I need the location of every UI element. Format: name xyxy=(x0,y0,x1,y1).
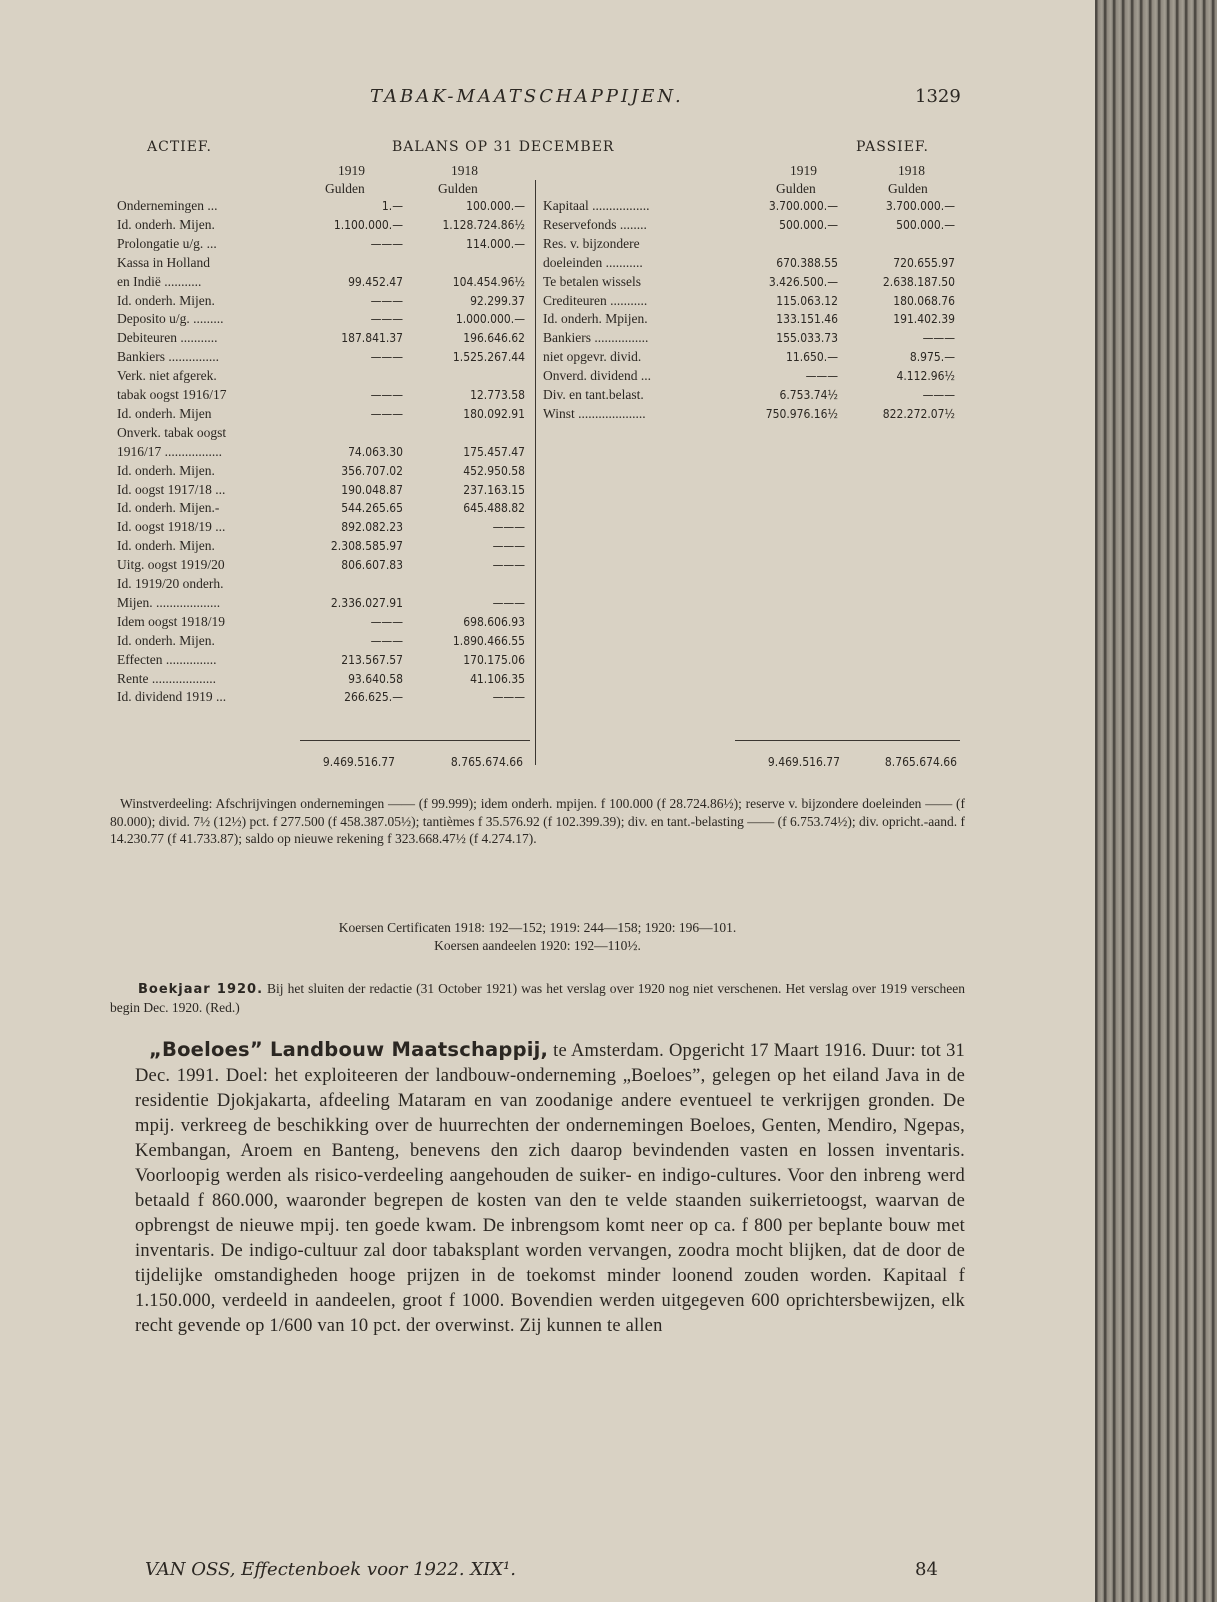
passief-value-1919: 6.753.74½ xyxy=(779,388,838,402)
passief-value-1918: 500.000.— xyxy=(896,217,955,232)
actief-value-1918: 452.950.58 xyxy=(463,463,525,478)
actief-label: Id. onderh. Mijen. xyxy=(117,292,215,308)
actief-label: Uitg. oogst 1919/20 xyxy=(117,557,225,573)
total-right-1918: 8.765.674.66 xyxy=(884,755,957,769)
actief-label: Verk. niet afgerek. xyxy=(117,368,217,384)
actief-value-1918: 100.000.— xyxy=(466,199,525,213)
passief-label: Crediteuren ........... xyxy=(543,292,648,308)
actief-value-1919: 544.265.65 xyxy=(341,501,403,516)
actief-value-1919: 99.452.47 xyxy=(348,274,403,289)
balance-heading: BALANS OP 31 DECEMBER xyxy=(392,139,615,155)
actief-label: Id. onderh. Mijen. xyxy=(117,216,215,232)
actief-value-1919: 213.567.57 xyxy=(341,652,403,667)
passief-heading: PASSIEF. xyxy=(856,139,929,155)
actief-label: Id. 1919/20 onderh. xyxy=(117,576,224,591)
actief-value-1919: 1.100.000.— xyxy=(333,217,403,232)
actief-label: Deposito u/g. ......... xyxy=(117,311,224,327)
unit-1919-right: Gulden xyxy=(776,181,816,196)
passief-label: Onverd. dividend ... xyxy=(543,368,651,384)
company-paragraph xyxy=(135,1037,965,1339)
actief-label: Rente ................... xyxy=(117,670,216,686)
passief-label: Kapitaal ................. xyxy=(543,198,650,213)
actief-value-1918: 41.106.35 xyxy=(470,671,525,686)
actief-label: Ondernemingen ... xyxy=(117,198,218,213)
actief-value-1919: ——— xyxy=(370,406,403,421)
year-1919-left: 1919 xyxy=(338,163,365,178)
passief-value-1918: ——— xyxy=(922,331,955,346)
actief-value-1919: ——— xyxy=(370,350,403,365)
year-1919-right: 1919 xyxy=(790,163,817,178)
actief-value-1919: ——— xyxy=(370,312,403,327)
actief-value-1918: 645.488.82 xyxy=(463,501,525,516)
actief-value-1918: 180.092.91 xyxy=(463,406,525,421)
actief-value-1919: 266.625.— xyxy=(344,690,403,705)
actief-value-1918: 196.646.62 xyxy=(463,331,525,346)
total-rule-right xyxy=(735,740,960,741)
page-number: 1329 xyxy=(915,86,961,107)
passief-label: niet opgevr. divid. xyxy=(543,349,642,365)
actief-value-1919: ——— xyxy=(370,614,403,629)
unit-1918-left: Gulden xyxy=(438,181,478,196)
unit-1919-left: Gulden xyxy=(325,181,365,196)
actief-value-1919: 356.707.02 xyxy=(341,463,403,478)
actief-value-1918: 12.773.58 xyxy=(470,388,525,402)
unit-1918-right: Gulden xyxy=(888,181,928,196)
passief-value-1918: 180.068.76 xyxy=(893,293,955,308)
actief-value-1918: 237.163.15 xyxy=(463,482,525,497)
actief-value-1918: 698.606.93 xyxy=(463,614,525,629)
actief-value-1919: ——— xyxy=(370,633,403,648)
year-1918-right: 1918 xyxy=(898,163,925,178)
total-right-1919: 9.469.516.77 xyxy=(767,755,840,769)
actief-label: en Indië ........... xyxy=(117,273,202,289)
page-edge-stack xyxy=(1095,0,1217,1602)
passief-value-1919: 155.033.73 xyxy=(776,331,838,346)
actief-label: tabak oogst 1916/17 xyxy=(117,387,227,402)
actief-value-1919: 2.308.585.97 xyxy=(330,539,403,554)
total-rule-left xyxy=(300,740,530,741)
actief-value-1918: 1.525.267.44 xyxy=(452,350,525,365)
actief-label: Id. oogst 1917/18 ... xyxy=(117,481,226,497)
actief-value-1918: 114.000.— xyxy=(466,236,525,251)
passief-value-1918: 2.638.187.50 xyxy=(882,274,955,289)
koersen-line-1: Koersen Certificaten 1918: 192—152; 1919: 244—158; 1920: 196—101. xyxy=(338,920,737,935)
actief-value-1918: 104.454.96½ xyxy=(452,274,525,289)
total-left-1919: 9.469.516.77 xyxy=(322,755,395,769)
boekjaar-text: Bij het sluiten der redactie (31 October 1921) was het verslag over 1920 nog niet verschenen. Het verslag over 1919 verscheen begin Dec. 1920. (Red.) xyxy=(110,981,965,1015)
passief-label: Res. v. bijzondere xyxy=(543,235,640,251)
actief-value-1918: 170.175.06 xyxy=(463,652,525,667)
passief-label: Div. en tant.belast. xyxy=(543,387,644,402)
actief-value-1918: ——— xyxy=(492,690,525,705)
actief-value-1918: 1.890.466.55 xyxy=(452,633,525,648)
passief-value-1918: 191.402.39 xyxy=(893,312,955,327)
passief-value-1919: 3.426.500.— xyxy=(768,274,838,289)
passief-label: Id. onderh. Mpijen. xyxy=(543,311,648,327)
actief-label: Debiteuren ........... xyxy=(117,330,218,346)
actief-label: Mijen. ................... xyxy=(117,594,221,610)
footer-source: VAN OSS, Effectenboek voor 1922. XIX¹. xyxy=(145,1559,516,1580)
actief-value-1918: ——— xyxy=(492,595,525,610)
actief-label: Kassa in Holland xyxy=(117,254,210,270)
passief-value-1919: 11.650.— xyxy=(786,350,838,365)
actief-value-1918: ——— xyxy=(492,539,525,554)
passief-value-1919: 115.063.12 xyxy=(776,293,838,308)
actief-label: Bankiers ............... xyxy=(117,349,219,365)
winstverdeeling-paragraph: Winstverdeeling: Afschrijvingen ondernemingen —— (f 99.999); idem onderh. mpijen. f 100.000 (f 28.724.86½); reserve v. bijzondere doeleinden —— (f 80.000); divid. 7½ (12½) pct. f 277.500 (f 458.387.05½); tantièmes f 35.576.92 (f 102.399.39); div. en tant.-belasting —— (f 6.753.74½); div. opricht.-aand. f 14.230.77 (f 41.733.87); saldo op nieuwe rekening f 323.668.47½ (f 4.274.17). xyxy=(110,796,965,846)
passief-value-1918: 8.975.— xyxy=(909,350,955,365)
actief-value-1919: 187.841.37 xyxy=(341,331,403,346)
passief-value-1919: 670.388.55 xyxy=(776,255,838,270)
actief-label: Idem oogst 1918/19 xyxy=(117,613,225,629)
actief-label: Id. dividend 1919 ... xyxy=(117,689,227,705)
year-1918-left: 1918 xyxy=(451,163,478,178)
passief-label: Winst .................... xyxy=(543,405,646,421)
boekjaar-paragraph xyxy=(110,980,965,1016)
actief-label: Id. onderh. Mijen. xyxy=(117,538,215,554)
actief-label: Id. onderh. Mijen. xyxy=(117,462,215,478)
balance-divider xyxy=(535,180,536,765)
actief-value-1918: ——— xyxy=(492,558,525,573)
actief-label: Onverk. tabak oogst xyxy=(117,424,227,440)
passief-value-1918: 4.112.96½ xyxy=(896,369,955,384)
actief-label: 1916/17 ................. xyxy=(117,443,223,459)
passief-value-1919: 500.000.— xyxy=(779,217,838,232)
company-text: te Amsterdam. Opgericht 17 Maart 1916. Duur: tot 31 Dec. 1991. Doel: het exploiteeren der landbouw-onderneming „Boeloes”, gelegen op het eiland Java in de residentie Djokjakarta, afdeeling Mataram en van zoodanige andere eventueel te verkrijgen gronden. De mpij. verkreeg de beschikking over de huurrechten der ondernemingen Boeloes, Genten, Mendiro, Ngepas, Kembangan, Aroem en Banteng, benevens den zich daarop bevindenden vasten en lossen inventaris. Voorloopig werden als risico-verdeeling aangehouden de suiker- en indigo-cultures. Voor den inbreng werd betaald f 860.000, waaronder begrepen de kosten van den te velde staanden suikerrietoogst, waarvan de opbrengst de nieuwe mpij. ten goede kwam. De inbrengsom komt neer op ca. f 800 per beplante bouw met inventaris. De indigo-cultuur zal door tabaksplant worden vervangen, zoodra mocht blijken, dat de door de tijdelijke omstandigheden hooge prijzen in de toekomst minder loonend zouden worden. Kapitaal f 1.150.000, verdeeld in aandeelen, groot f 1000. Bovendien werden uitgegeven 600 oprichtersbewijzen, elk recht gevende op 1/600 van 10 pct. der overwinst. Zij kunnen te allen xyxy=(135,1041,965,1336)
passief-value-1919: 3.700.000.— xyxy=(768,199,838,213)
company-name: „Boeloes” Landbouw Maatschappij, xyxy=(149,1038,549,1061)
actief-value-1919: 190.048.87 xyxy=(341,482,403,497)
actief-label: Effecten ............... xyxy=(117,651,217,667)
actief-label: Prolongatie u/g. ... xyxy=(117,235,217,251)
actief-value-1919: 74.063.30 xyxy=(348,444,403,459)
actief-label: Id. onderh. Mijen xyxy=(117,405,212,421)
passief-label: Te betalen wissels xyxy=(543,273,642,289)
actief-value-1919: 2.336.027.91 xyxy=(330,595,403,610)
passief-value-1918: 822.272.07½ xyxy=(882,406,955,421)
actief-value-1918: 175.457.47 xyxy=(463,444,525,459)
running-header: TABAK-MAATSCHAPPIJEN. xyxy=(370,86,684,107)
actief-label: Id. onderh. Mijen.- xyxy=(117,500,220,516)
actief-value-1919: ——— xyxy=(370,388,403,402)
footer-page-number: 84 xyxy=(915,1559,938,1580)
actief-value-1919: 93.640.58 xyxy=(348,671,403,686)
actief-value-1918: 92.299.37 xyxy=(470,293,525,308)
actief-heading: ACTIEF. xyxy=(147,139,212,155)
total-left-1918: 8.765.674.66 xyxy=(450,755,523,769)
passief-label: Bankiers ................ xyxy=(543,330,649,346)
passief-label: doeleinden ........... xyxy=(543,254,643,270)
boekjaar-label: Boekjaar 1920. xyxy=(138,982,264,997)
koersen-line-2: Koersen aandeelen 1920: 192—110½. xyxy=(434,938,641,953)
passief-value-1918: 3.700.000.— xyxy=(885,199,955,213)
actief-value-1919: 806.607.83 xyxy=(341,558,403,573)
passief-value-1918: 720.655.97 xyxy=(893,255,955,270)
actief-value-1919: ——— xyxy=(370,293,403,308)
passief-value-1919: ——— xyxy=(805,369,838,384)
passief-label: Reservefonds ........ xyxy=(543,216,647,232)
actief-value-1919: 1.— xyxy=(381,199,403,213)
actief-value-1919: 892.082.23 xyxy=(341,520,403,535)
actief-value-1918: ——— xyxy=(492,520,525,535)
passief-value-1919: 133.151.46 xyxy=(776,312,838,327)
actief-value-1918: 1.000.000.— xyxy=(455,312,525,327)
actief-label: Id. onderh. Mijen. xyxy=(117,632,215,648)
actief-value-1919: ——— xyxy=(370,236,403,251)
actief-value-1918: 1.128.724.86½ xyxy=(442,217,525,232)
passief-value-1918: ——— xyxy=(922,388,955,402)
actief-label: Id. oogst 1918/19 ... xyxy=(117,519,226,535)
passief-value-1919: 750.976.16½ xyxy=(765,406,838,421)
